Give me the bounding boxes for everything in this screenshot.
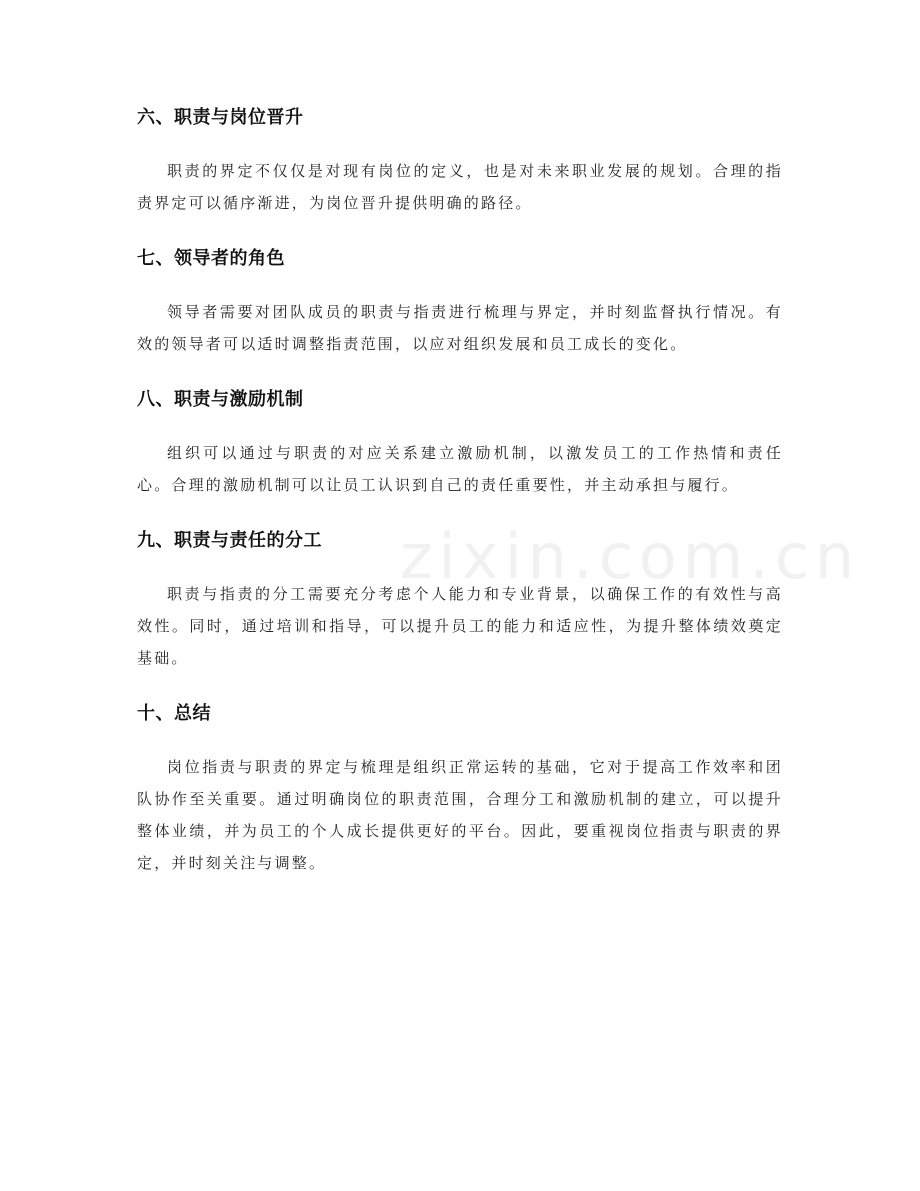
section-heading: 七、领导者的角色 bbox=[137, 248, 285, 269]
section-10 bbox=[137, 700, 783, 879]
section-heading: 九、职责与责任的分工 bbox=[137, 530, 322, 551]
section-paragraph: 职责的界定不仅仅是对现有岗位的定义，也是对未来职业发展的规划。合理的指责界定可以循序渐进，为岗位晋升提供明确的路径。 bbox=[137, 162, 783, 212]
section-heading: 六、职责与岗位晋升 bbox=[137, 107, 304, 128]
watermark: zixin.com.cn bbox=[400, 520, 861, 593]
section-paragraph: 职责与指责的分工需要充分考虑个人能力和专业背景，以确保工作的有效性与高效性。同时，通过培训和指导，可以提升员工的能力和适应性，为提升整体绩效奠定基础。 bbox=[137, 585, 783, 667]
section-paragraph: 领导者需要对团队成员的职责与指责进行梳理与界定，并时刻监督执行情况。有效的领导者可以适时调整指责范围，以应对组织发展和员工成长的变化。 bbox=[137, 303, 783, 353]
section-9 bbox=[137, 527, 783, 674]
document-body bbox=[137, 104, 783, 905]
section-paragraph: 组织可以通过与职责的对应关系建立激励机制，以激发员工的工作热情和责任心。合理的激励机制可以让员工认识到自己的责任重要性，并主动承担与履行。 bbox=[137, 444, 783, 494]
section-heading: 十、总结 bbox=[137, 703, 211, 724]
section-paragraph: 岗位指责与职责的界定与梳理是组织正常运转的基础，它对于提高工作效率和团队协作至关重要。通过明确岗位的职责范围，合理分工和激励机制的建立，可以提升整体业绩，并为员工的个人成长提供更好的平台。因此，要重视岗位指责与职责的界定，并时刻关注与调整。 bbox=[137, 758, 783, 872]
section-8 bbox=[137, 386, 783, 501]
section-heading: 八、职责与激励机制 bbox=[137, 389, 304, 410]
section-7 bbox=[137, 245, 783, 360]
section-6 bbox=[137, 104, 783, 219]
